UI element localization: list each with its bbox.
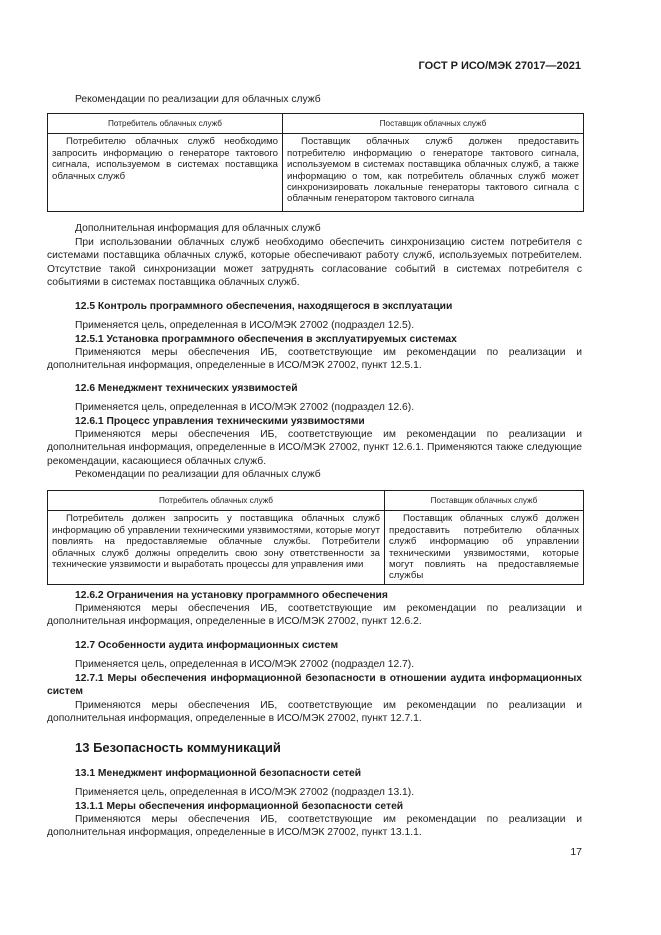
section-12-6-text: Применяется цель, определенная в ИСО/МЭК 27002 (подраздел 12.6). bbox=[75, 402, 415, 413]
section-12-5-text: Применяется цель, определенная в ИСО/МЭК 27002 (подраздел 12.5). bbox=[75, 320, 415, 331]
section-12-6-1-title: 12.6.1 Процесс управления техническими уязвимостями bbox=[75, 416, 365, 427]
document-header: ГОСТ Р ИСО/МЭК 27017—2021 bbox=[418, 60, 581, 72]
table1-cell-consumer: Потребителю облачных служб необходимо запросить информацию о генераторе тактового сигнала, используемом в системах поставщика облачных служб bbox=[48, 134, 283, 212]
section-12-7-1-text: Применяются меры обеспечения ИБ, соответствующие им рекомендации по реализации и дополнительная информация, определенные в ИСО/МЭК 27002, пункт 12.7.1. bbox=[47, 700, 582, 725]
section-12-5-1-title: 12.5.1 Установка программного обеспечения в эксплуатируемых системах bbox=[75, 334, 457, 345]
section-12-6-1-text: Применяются меры обеспечения ИБ, соответствующие им рекомендации по реализации и дополнительная информация, определенные в ИСО/МЭК 27002, пункт 12.6.1. Применяются также следующие рекомендации, касающиеся облачных служб. bbox=[47, 429, 582, 467]
section-12-7-title: 12.7 Особенности аудита информационных систем bbox=[75, 640, 339, 651]
page-number: 17 bbox=[570, 846, 582, 858]
section-12-7-text: Применяется цель, определенная в ИСО/МЭК 27002 (подраздел 12.7). bbox=[75, 659, 415, 670]
table2-caption: Рекомендации по реализации для облачных служб bbox=[75, 469, 321, 480]
section-12-5-1-text: Применяются меры обеспечения ИБ, соответствующие им рекомендации по реализации и дополнительная информация, определенные в ИСО/МЭК 27002, пункт 12.5.1. bbox=[47, 347, 582, 372]
table2-header-consumer: Потребитель облачных служб bbox=[48, 491, 385, 511]
table1 bbox=[47, 113, 584, 212]
table2-cell-provider: Поставщик облачных служб должен предоставить потребителю облачных служб информацию об управлении техническими уязвимостями, которые могут повлиять на предоставляемые службы bbox=[385, 511, 584, 584]
section-13-1-1-title: 13.1.1 Меры обеспечения информационной безопасности сетей bbox=[75, 801, 404, 812]
section-12-5-title: 12.5 Контроль программного обеспечения, находящегося в эксплуатации bbox=[75, 301, 453, 312]
section-13-1-1-text: Применяются меры обеспечения ИБ, соответствующие им рекомендации по реализации и дополнительная информация, определенные в ИСО/МЭК 27002, пункт 13.1.1. bbox=[47, 814, 582, 839]
table1-caption: Рекомендации по реализации для облачных служб bbox=[75, 94, 321, 105]
table1-cell-provider: Поставщик облачных служб должен предоставить потребителю информацию о генераторе тактового сигнала, используемом в системах поставщика облачных служб, а также информацию о том, как потребитель облачных служб может синхронизировать локальные генераторы тактового сигнала с облачным генератором тактового сигнала bbox=[283, 134, 584, 212]
section-13-1-title: 13.1 Менеджмент информационной безопасности сетей bbox=[75, 768, 362, 779]
section-12-6-title: 12.6 Менеджмент технических уязвимостей bbox=[75, 383, 298, 394]
section-12-6-2-title: 12.6.2 Ограничения на установку программного обеспечения bbox=[75, 590, 388, 601]
section-13-title: 13 Безопасность коммуникаций bbox=[75, 740, 281, 755]
table1-header-provider: Поставщик облачных служб bbox=[283, 114, 584, 134]
section-12-6-2-text: Применяются меры обеспечения ИБ, соответствующие им рекомендации по реализации и дополнительная информация, определенные в ИСО/МЭК 27002, пункт 12.6.2. bbox=[47, 603, 582, 628]
table1-header-consumer: Потребитель облачных служб bbox=[48, 114, 283, 134]
addinfo-text: При использовании облачных служб необходимо обеспечить синхронизацию систем потребителя с системами поставщика облачных служб, которые обеспечивают работу служб, используемых потребителем. Отсутствие такой синхронизации может затруднять согласование событий в системах потребителя с событиями в системах поставщика облачных служб. bbox=[47, 237, 582, 288]
table2-cell-consumer: Потребитель должен запросить у поставщика облачных служб информацию об управлении техническими уязвимостями, которые могут повлиять на предоставляемые облачные службы. Потребители облачных служб должны определить свою зону ответственности за технические уязвимости и выработать процессы для управления ими bbox=[48, 511, 385, 584]
section-13-1-text: Применяется цель, определенная в ИСО/МЭК 27002 (подраздел 13.1). bbox=[75, 787, 415, 798]
table2 bbox=[47, 490, 584, 585]
table2-header-provider: Поставщик облачных служб bbox=[385, 491, 584, 511]
addinfo-title: Дополнительная информация для облачных служб bbox=[75, 223, 321, 234]
section-12-7-1-title: 12.7.1 Меры обеспечения информационной безопасности в отношении аудита информационных систем bbox=[47, 673, 582, 698]
